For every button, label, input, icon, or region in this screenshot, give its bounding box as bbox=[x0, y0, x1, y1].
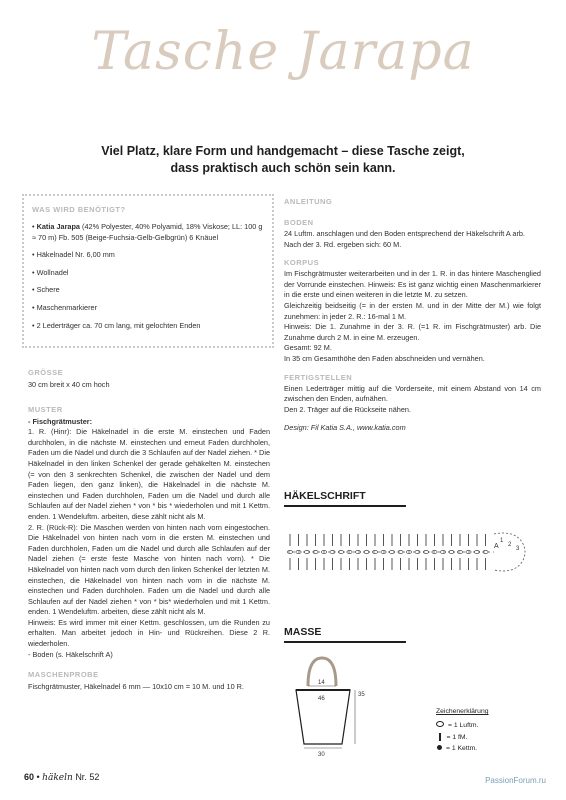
maschenprobe-heading: MASCHENPROBE bbox=[28, 670, 99, 680]
fertigstellen-text-2: Den 2. Träger auf die Rückseite nähen. bbox=[284, 404, 411, 414]
bag-measurement-diagram bbox=[284, 650, 404, 758]
material-item: • Schere bbox=[32, 285, 264, 296]
dim-handle: 14 bbox=[318, 680, 325, 686]
chain-symbol-icon bbox=[436, 721, 444, 727]
slst-symbol-icon bbox=[437, 745, 442, 750]
material-yarn-details: (42% Polyester, 40% Polyamid, 18% Viskose; LL: 100 g ≈ 70 m) Fb. 505 (Beige-Fuchsia-Gelb-Gelbgrün) 6 Knäuel bbox=[32, 222, 263, 242]
maschenprobe-text: Fischgrätmuster, Häkelnadel 6 mm — 10x10 cm = 10 M. und 10 R. bbox=[28, 682, 244, 692]
design-credit: Design: Fil Katia S.A., www.katia.com bbox=[284, 423, 406, 433]
korpus-text-5: In 35 cm Gesamthöhe den Faden abschneiden und vernähen. bbox=[284, 353, 485, 363]
muster-heading: MUSTER bbox=[28, 404, 63, 414]
left-column bbox=[28, 368, 270, 693]
chart-round-label-2: 2 bbox=[508, 542, 512, 548]
chart-round-label-1: 1 bbox=[500, 538, 504, 544]
muster-text-3: Hinweis: Es wird immer mit einer Kettm. geschlossen, um die Runden zu erhalten. Man arbeitet jedoch in Hin- und Rückreihen. Diese 2 R. wiederholen. bbox=[28, 617, 270, 649]
watermark: PassionForum.ru bbox=[485, 776, 546, 785]
boden-text-2: Nach der 3. Rd. ergeben sich: 60 M. bbox=[284, 239, 402, 249]
chart-turn-arc bbox=[494, 533, 525, 571]
legend-item-label: = 1 Kettm. bbox=[446, 745, 478, 752]
page-footer: 60 • häkeln Nr. 52 bbox=[24, 772, 100, 783]
material-item: • Maschenmarkierer bbox=[32, 303, 264, 314]
boden-heading: BODEN bbox=[284, 218, 314, 227]
muster-text-2: 2. R. (Rück-R): Die Maschen werden von hinten nach vorn eingestochen. Die Häkelnadel von hinten nach vorn in die ersten M. einstechen und Faden durchholen, Faden um die Nadel und durch alle Schlaufen auf der Nadel ziehen (= erste feste Masche von hinten nach vorn). * Die Häkelnadel von hinten nach vorn durch den linken Schenkel der letzten M. einstechen, die Häkelnadel von hinten nach vorn in die nächste M. einstechen und Faden durchholen. Faden um die Nadel und durch alle Schlaufen auf der Nadel ziehen * von * bis* wiederholen und mit 1 Kettm. enden. 1 Wendeluftm. arbeiten, diese zählt nicht als M. bbox=[28, 522, 270, 617]
material-item bbox=[32, 222, 264, 243]
legend-heading: Zeichenerklärung bbox=[436, 708, 489, 715]
dim-height: 35 bbox=[358, 692, 365, 698]
chart-stitches bbox=[287, 534, 488, 570]
issue-number: Nr. 52 bbox=[75, 772, 100, 782]
dim-top: 46 bbox=[318, 696, 325, 702]
masse-heading: MASSE bbox=[284, 626, 322, 638]
material-item: • 2 Lederträger ca. 70 cm lang, mit gelochten Enden bbox=[32, 321, 264, 332]
fertigstellen-heading: FERTIGSTELLEN bbox=[284, 372, 353, 382]
masse-rule bbox=[284, 641, 406, 643]
right-column bbox=[284, 197, 541, 434]
page-title: Tasche Jarapa bbox=[91, 22, 475, 82]
korpus-text-3: Hinweis: Die 1. Zunahme in der 3. R. (=1 R. im Fischgrätmuster) arb. Die Zunahme durch 2 M. in eine M. erzeugen. bbox=[284, 322, 541, 342]
materials-section bbox=[32, 205, 264, 338]
legend-item-chain bbox=[436, 721, 536, 729]
haekelschrift-rule bbox=[284, 505, 406, 507]
crochet-chart bbox=[282, 512, 544, 596]
sc-symbol-icon bbox=[439, 733, 441, 741]
muster-subheading: - Fischgrätmuster: bbox=[28, 416, 93, 426]
fertigstellen-text-1: Einen Lederträger mittig auf die Vorderseite, mit einem Abstand von 14 cm zwischen den Enden, aufnähen. bbox=[284, 383, 541, 404]
material-item: • Wollnadel bbox=[32, 268, 264, 279]
legend-item-slst bbox=[436, 745, 536, 752]
subtitle bbox=[60, 143, 506, 177]
groesse-text: 30 cm breit x 40 cm hoch bbox=[28, 380, 110, 389]
legend-item-label: = 1 Luftm. bbox=[448, 722, 479, 729]
anleitung-heading: ANLEITUNG bbox=[284, 197, 333, 206]
muster-text-1: 1. R. (Hinr): Die Häkelnadel in die erste M. einstechen und Faden durchholen, in die nächste M. einstechen und erneut Faden durchholen, Faden um die Nadel und durch die 3 Schlaufen auf der Nadel ziehen. * Die Häkelnadel in den linken Schenkel der gerade gehäkelten M. einstechen (= von den 3 senkrechten Schenkel, die zwischen der Nadel und dem Faden liegen, den ganz linken), die Häkelnadel in die nächste M. einstechen und Faden durchholen, Faden um die Nadel und durch alle Schlaufen auf der Nadel ziehen * von * bis * wiederholen und mit 1 Kettm. enden. 1 Wendeluftm. arbeiten, diese zählt nicht als M. bbox=[28, 427, 270, 521]
legend bbox=[436, 708, 536, 752]
chart-round-label-3: 3 bbox=[516, 546, 520, 552]
groesse-heading: GRÖSSE bbox=[28, 368, 64, 377]
korpus-text-1: Im Fischgrätmuster weiterarbeiten und in der 1. R. in das hintere Maschenglied der Vorrunde einstechen. Hinweis: Es ist ganz wichtig einen Maschenmarkierer in die erste und einen weiteren in die letzte M. zu setzen. bbox=[284, 269, 541, 300]
materials-heading: WAS WIRD BENÖTIGT? bbox=[32, 205, 126, 214]
haekelschrift-heading: HÄKELSCHRIFT bbox=[284, 490, 366, 502]
korpus-text-2: Gleichzeitig beidseitig (= in der ersten M. und in der Mitte der M.) wie folgt zunehmen: in jeder 2. R.: 16-mal 1 M. bbox=[284, 300, 541, 321]
korpus-heading: KORPUS bbox=[284, 258, 320, 268]
legend-item-sc bbox=[436, 733, 536, 741]
material-yarn-name: Katia Jarapa bbox=[36, 222, 80, 231]
chart-label-a: A bbox=[494, 543, 499, 550]
dim-bottom: 30 bbox=[318, 752, 325, 758]
subtitle-line-2: dass praktisch auch schön sein kann. bbox=[170, 161, 396, 175]
legend-item-label: = 1 fM. bbox=[446, 733, 468, 741]
page-number: 60 bbox=[24, 772, 35, 782]
subtitle-line-1: Viel Platz, klare Form und handgemacht – diese Tasche zeigt, bbox=[101, 144, 465, 158]
material-item: • Häkelnadel Nr. 6,00 mm bbox=[32, 250, 264, 261]
magazine-brand: häkeln bbox=[42, 773, 73, 783]
boden-text-1: 24 Luftm. anschlagen und den Boden entsprechend der Häkelschrift A arb. bbox=[284, 229, 525, 238]
materials-list bbox=[32, 222, 264, 331]
muster-text-4: - Boden (s. Häkelschrift A) bbox=[28, 649, 113, 659]
korpus-text-4: Gesamt: 92 M. bbox=[284, 343, 332, 353]
